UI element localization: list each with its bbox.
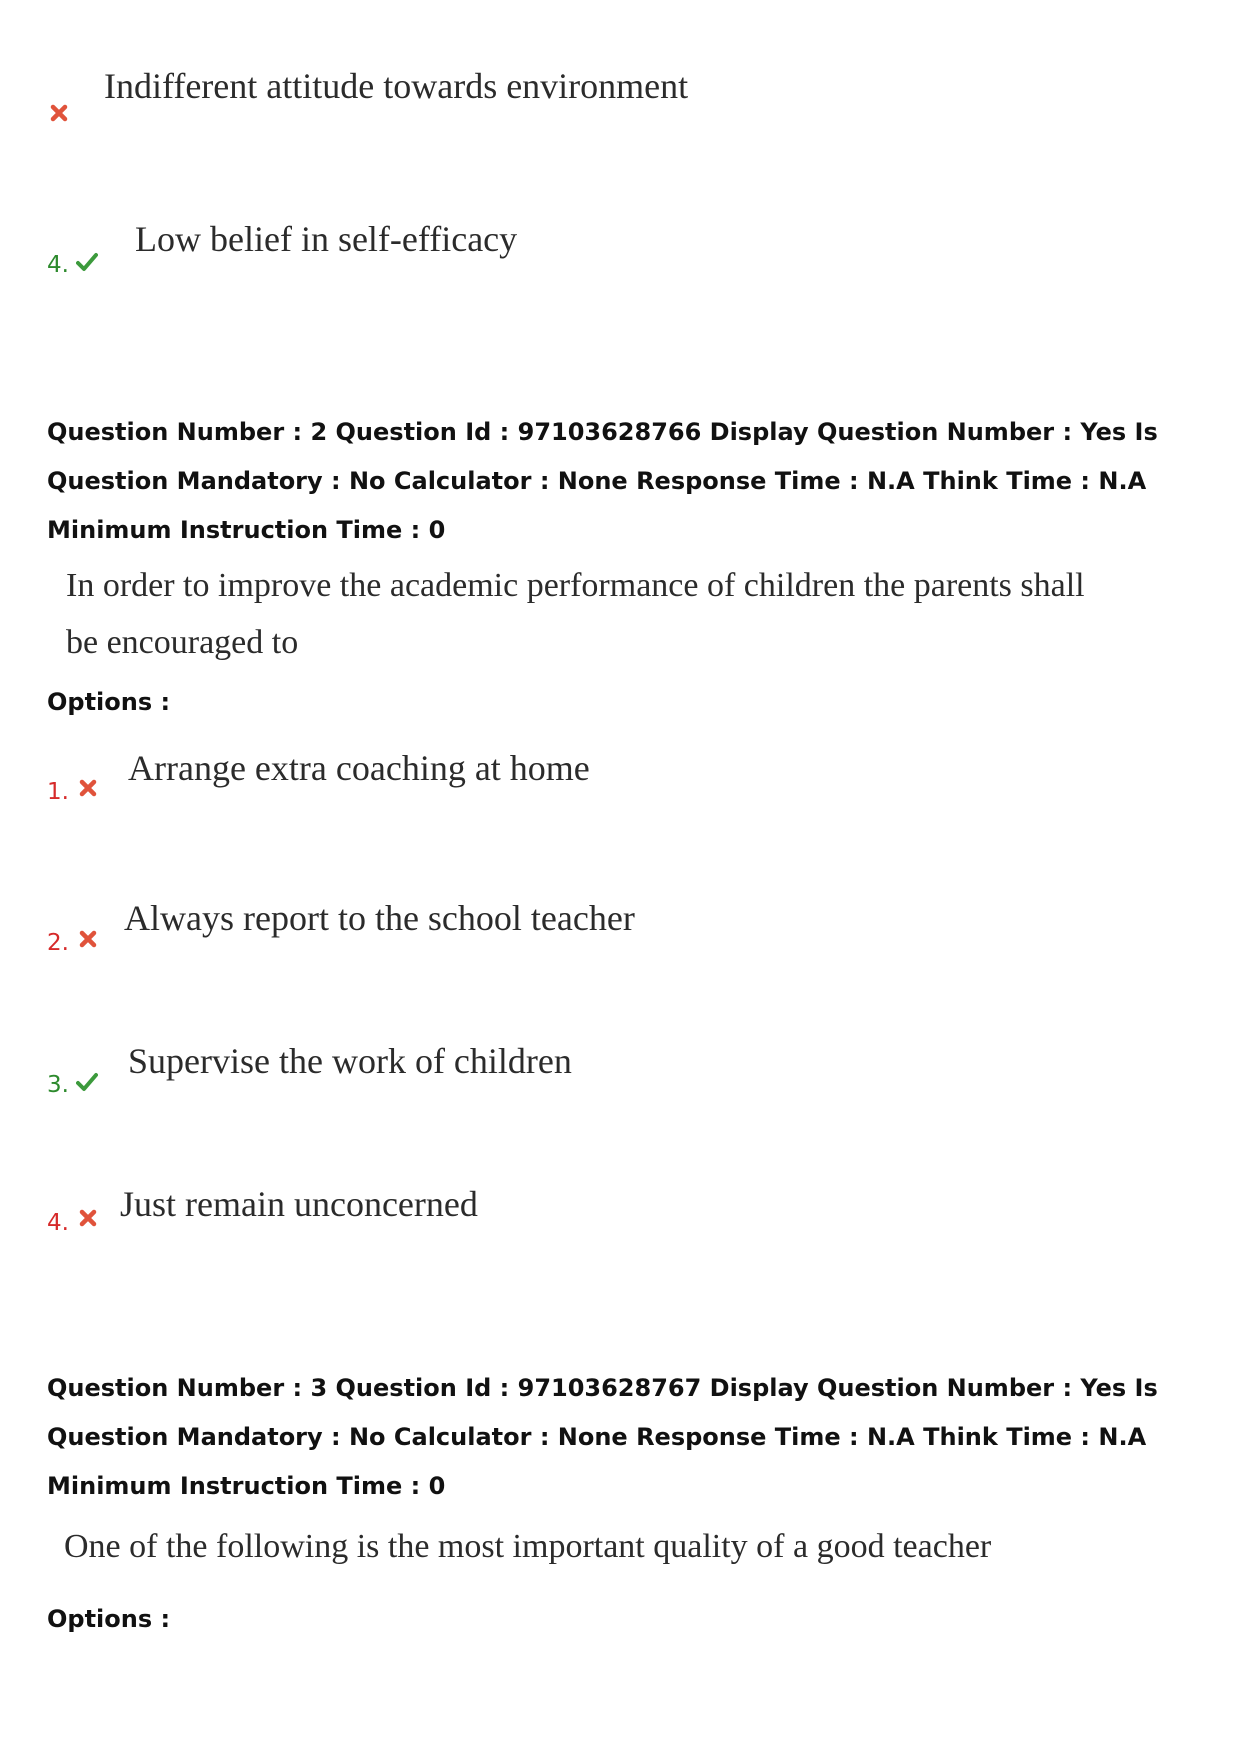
option-text: Indifferent attitude towards environment <box>104 66 689 106</box>
options-label: Options : <box>47 1605 171 1633</box>
question-meta: Question Number : 2 Question Id : 97103628766 Display Question Number : Yes Is Question Mandatory : No Calculator : None Response Time : N.A Think Time : N.A Minimum Instruction Time : 0 <box>47 418 1158 544</box>
option-number: 1. <box>47 779 69 805</box>
option-number: 2. <box>47 930 69 956</box>
question-stem-line-1: In order to improve the academic performance of children the parents shall <box>66 567 1085 604</box>
option-text: Arrange extra coaching at home <box>128 748 590 788</box>
cross-icon <box>77 1208 99 1228</box>
option-text: Low belief in self-efficacy <box>135 219 518 259</box>
option-number: 4. <box>47 252 69 278</box>
option-number: 3. <box>47 1072 69 1098</box>
option-text: Always report to the school teacher <box>124 898 635 938</box>
cross-icon <box>48 103 70 123</box>
question-stem: One of the following is the most important quality of a good teacher <box>64 1528 992 1565</box>
option-text: Supervise the work of children <box>128 1041 572 1081</box>
question-meta: Question Number : 3 Question Id : 97103628767 Display Question Number : Yes Is Question Mandatory : No Calculator : None Response Time : N.A Think Time : N.A Minimum Instruction Time : 0 <box>47 1374 1158 1500</box>
options-label: Options : <box>47 688 171 716</box>
question-stem-line-2: be encouraged to <box>66 624 299 661</box>
check-icon <box>76 252 98 272</box>
option-text: Just remain unconcerned <box>120 1184 478 1224</box>
cross-icon <box>77 929 99 949</box>
cross-icon <box>77 778 99 798</box>
option-number: 4. <box>47 1210 69 1236</box>
check-icon <box>76 1072 98 1092</box>
